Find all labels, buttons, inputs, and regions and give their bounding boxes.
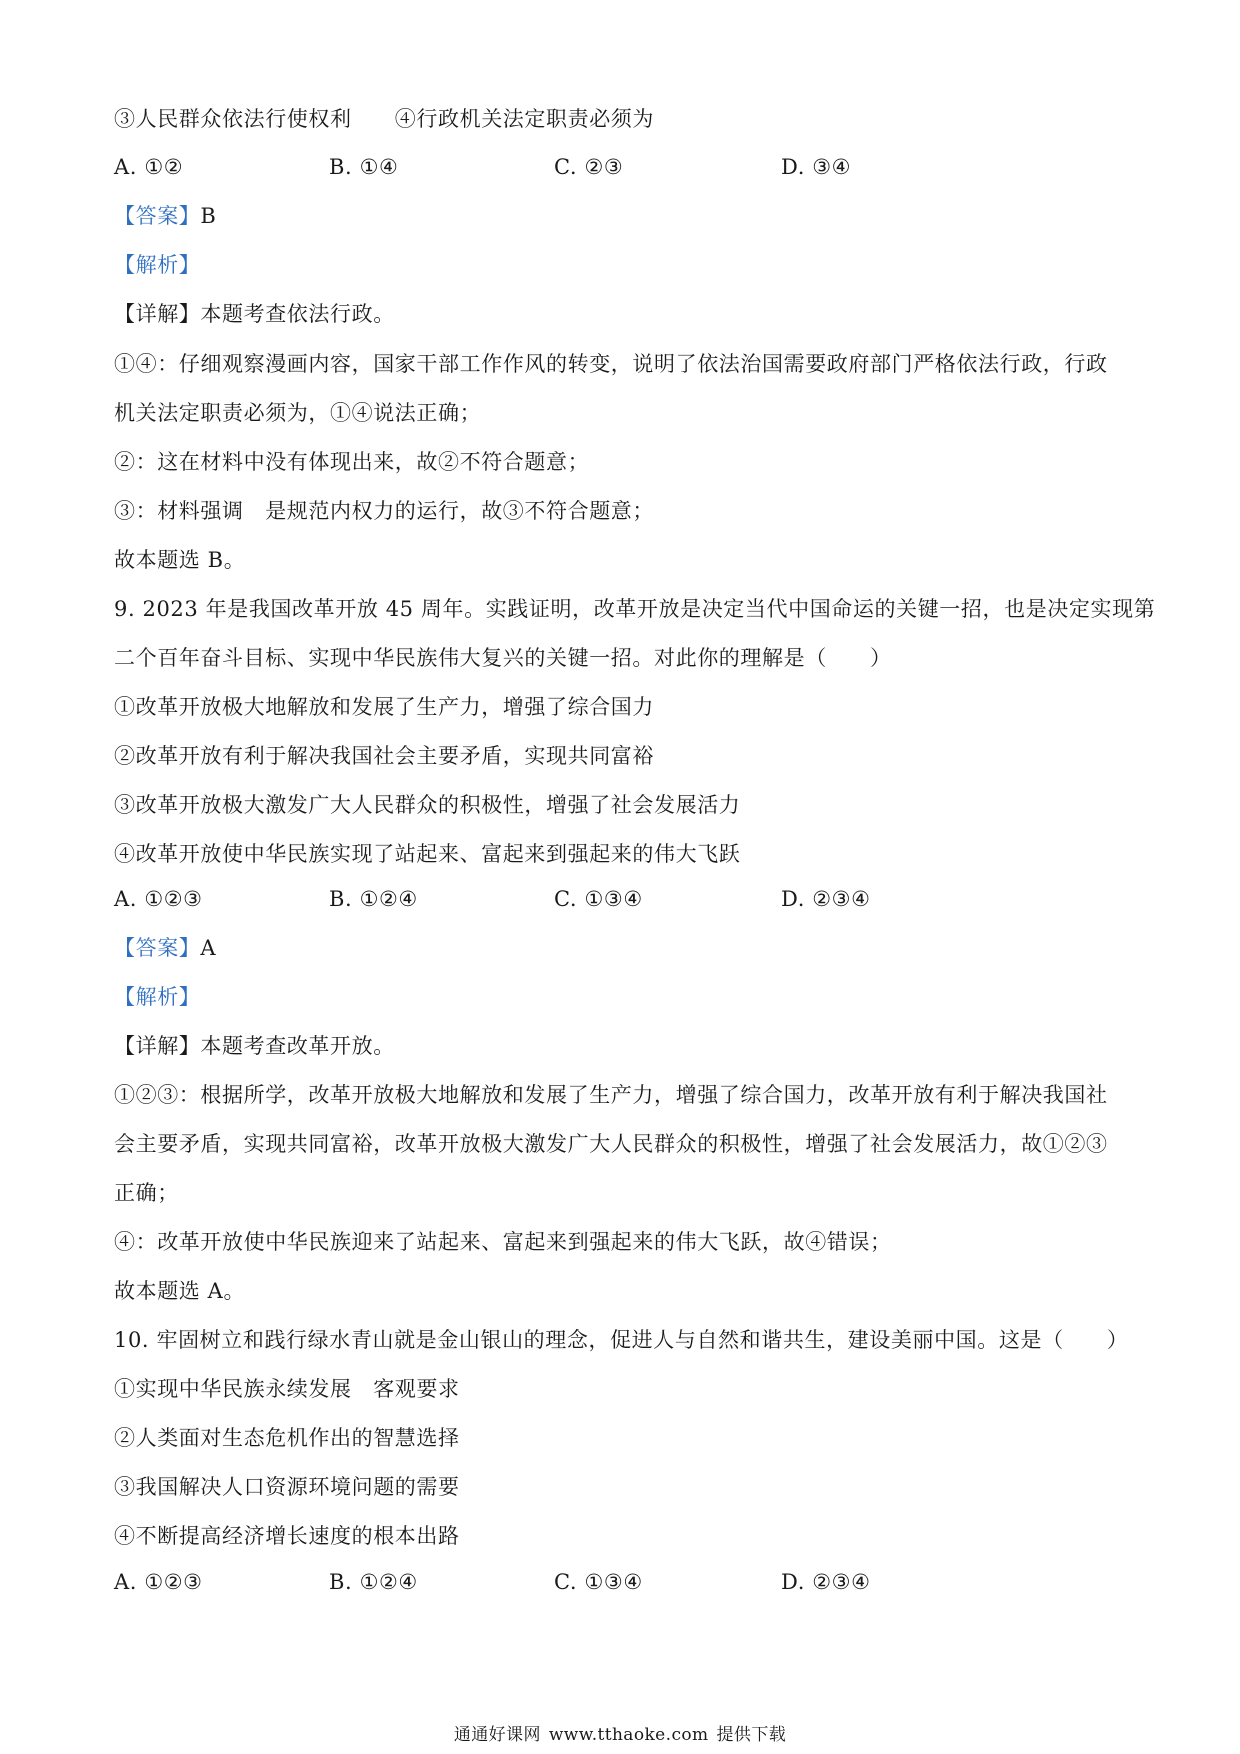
q9-stem-line: 二个百年奋斗目标、实现中华民族伟大复兴的关键一招。对此你的理解是（ ） — [114, 646, 892, 670]
q9-option-d: D. ②③④ — [781, 887, 871, 911]
detail-intro: 本题考查改革开放。 — [200, 1034, 395, 1058]
q9-statement-1: ①改革开放极大地解放和发展了生产力，增强了综合国力 — [114, 695, 654, 719]
footer-site-name: 通通好课网 — [453, 1725, 541, 1745]
q8-expl-line: ②：这在材料中没有体现出来，故②不符合题意； — [114, 450, 590, 474]
answer-tag: 【答案】 — [114, 936, 201, 960]
q9-option-a: A. ①②③ — [114, 887, 203, 911]
answer-value: A — [200, 936, 217, 960]
q8-option-a: A. ①② — [114, 155, 184, 179]
q10-option-a: A. ①②③ — [114, 1570, 203, 1594]
detail-tag: 【详解】 — [114, 302, 201, 326]
answer-tag: 【答案】 — [114, 204, 201, 228]
q9-statement-3: ③改革开放极大激发广大人民群众的积极性，增强了社会发展活力 — [114, 793, 741, 817]
q8-expl-line: ③：材料强调 是规范内权力的运行，故③不符合题意； — [114, 499, 654, 523]
answer-value: B — [200, 204, 217, 228]
q10-option-d: D. ②③④ — [781, 1570, 871, 1594]
footer-suffix: 提供下载 — [716, 1725, 787, 1745]
q10-option-b: B. ①②④ — [329, 1570, 418, 1594]
q10-stem: 10. 牢固树立和践行绿水青山就是金山银山的理念，促进人与自然和谐共生，建设美丽中国。这是（ ） — [114, 1328, 1129, 1352]
q8-option-c: C. ②③ — [554, 155, 624, 179]
q8-statements-3-4: ③人民群众依法行使权利 ④行政机关法定职责必须为 — [114, 107, 654, 131]
q9-detail — [114, 1032, 395, 1060]
q9-statement-2: ②改革开放有利于解决我国社会主要矛盾，实现共同富裕 — [114, 744, 654, 768]
q9-option-c: C. ①③④ — [554, 887, 643, 911]
q10-statement-2: ②人类面对生态危机作出的智慧选择 — [114, 1426, 460, 1450]
detail-tag: 【详解】 — [114, 1034, 201, 1058]
q9-stem-line: 9. 2023 年是我国改革开放 45 周年。实践证明，改革开放是决定当代中国命运的关键一招，也是决定实现第 — [114, 597, 1156, 621]
footer-url[interactable]: www.tthaoke.com — [548, 1725, 709, 1745]
q8-answer — [114, 202, 216, 230]
q9-expl-line: ①②③：根据所学，改革开放极大地解放和发展了生产力，增强了综合国力，改革开放有利于解决我国社 — [114, 1083, 1108, 1107]
q10-statement-4: ④不断提高经济增长速度的根本出路 — [114, 1524, 460, 1548]
q8-expl-line: 故本题选 B。 — [114, 548, 246, 572]
q10-statement-3: ③我国解决人口资源环境问题的需要 — [114, 1475, 460, 1499]
page-footer — [0, 1724, 1240, 1746]
q9-expl-line: ④：改革开放使中华民族迎来了站起来、富起来到强起来的伟大飞跃，故④错误； — [114, 1230, 892, 1254]
q9-answer — [114, 934, 216, 962]
q8-option-d: D. ③④ — [781, 155, 852, 179]
q10-option-c: C. ①③④ — [554, 1570, 643, 1594]
q9-statement-4: ④改革开放使中华民族实现了站起来、富起来到强起来的伟大飞跃 — [114, 842, 741, 866]
q10-statement-1: ①实现中华民族永续发展 客观要求 — [114, 1377, 460, 1401]
q8-analysis-tag: 【解析】 — [114, 253, 201, 277]
q9-analysis-tag: 【解析】 — [114, 985, 201, 1009]
q9-expl-line: 正确； — [114, 1181, 179, 1205]
q9-option-b: B. ①②④ — [329, 887, 418, 911]
detail-intro: 本题考查依法行政。 — [200, 302, 395, 326]
q8-expl-line: 机关法定职责必须为，①④说法正确； — [114, 401, 482, 425]
q8-expl-line: ①④：仔细观察漫画内容，国家干部工作作风的转变，说明了依法治国需要政府部门严格依法行政，行政 — [114, 352, 1108, 376]
q8-option-b: B. ①④ — [329, 155, 399, 179]
q9-expl-line: 会主要矛盾，实现共同富裕，改革开放极大激发广大人民群众的积极性，增强了社会发展活力，故①②③ — [114, 1132, 1108, 1156]
q8-detail — [114, 300, 395, 328]
q9-expl-line: 故本题选 A。 — [114, 1279, 246, 1303]
